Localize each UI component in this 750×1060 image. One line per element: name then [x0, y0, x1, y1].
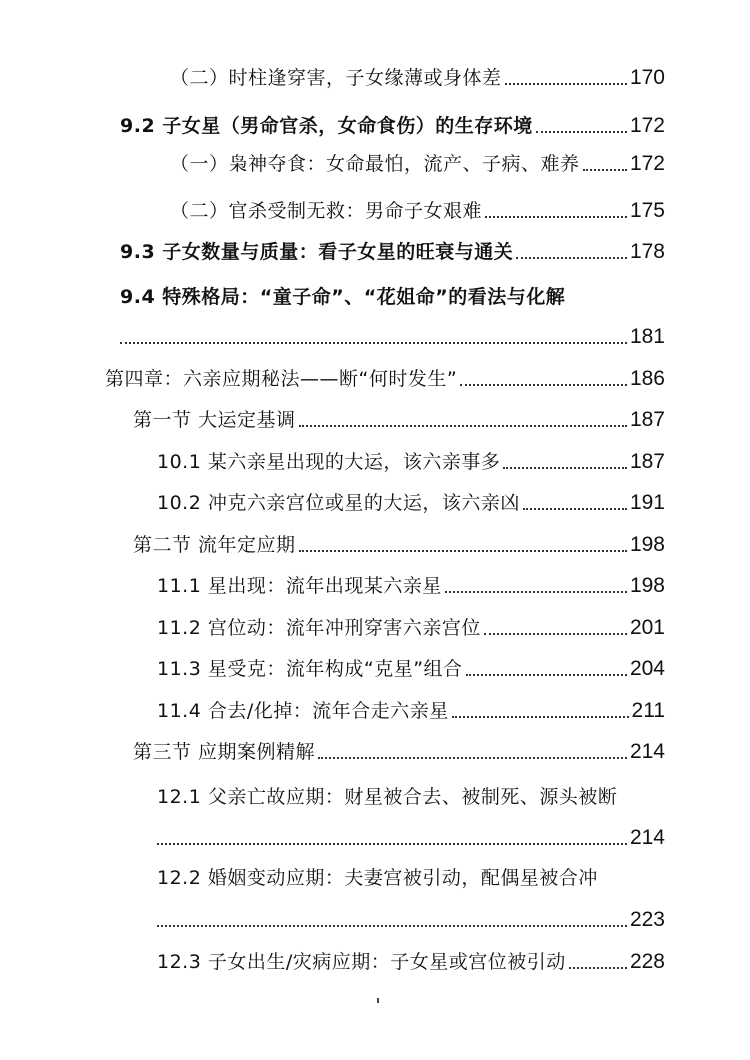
entry-text: 12.1 父亲亡故应期：财星被合去、被制死、源头被断	[157, 786, 618, 808]
toc-section	[133, 533, 665, 557]
toc-entry	[157, 450, 665, 474]
page-number: 191	[629, 491, 665, 514]
entry-text: （二）时柱逢穿害，子女缘薄或身体差	[170, 67, 502, 89]
dot-leader	[466, 674, 627, 676]
toc-entry	[157, 785, 665, 809]
dot-leader	[120, 342, 627, 344]
toc-entry	[157, 616, 665, 640]
entry-text: （一）枭神夺食：女命最怕，流产、子病、难养	[170, 153, 580, 175]
toc-entry	[170, 199, 665, 223]
dot-leader	[318, 757, 627, 759]
page-number: 178	[629, 240, 665, 263]
toc-entry	[157, 866, 665, 890]
entry-text: 11.4 合去/化掉：流年合走六亲星	[157, 700, 449, 722]
toc-entry	[170, 152, 665, 176]
toc-entry	[120, 114, 665, 138]
entry-text: 11.1 星出现：流年出现某六亲星	[157, 575, 442, 597]
page-number: 228	[629, 950, 665, 973]
page-number: 187	[629, 450, 665, 473]
entry-text: 12.2 婚姻变动应期：夫妻宫被引动，配偶星被合冲	[157, 867, 598, 889]
page-number: 198	[629, 533, 665, 556]
page-number: 170	[629, 66, 665, 89]
entry-text: 9.2 子女星（男命官杀，女命食伤）的生存环境	[120, 115, 533, 137]
page-number: 211	[631, 699, 665, 722]
entry-text: 9.3 子女数量与质量：看子女星的旺衰与通关	[120, 241, 514, 263]
dot-leader	[505, 83, 627, 85]
toc-entry	[157, 491, 665, 515]
dot-leader	[452, 716, 629, 718]
page-number: 181	[629, 325, 665, 348]
toc-entry	[120, 285, 665, 309]
page-number: 187	[629, 408, 665, 431]
toc-chapter	[105, 367, 665, 391]
dot-leader	[485, 216, 627, 218]
page-number: 223	[629, 908, 665, 931]
entry-text: 12.3 子女出生/灾病应期：子女星或宫位被引动	[157, 951, 566, 973]
entry-text: 11.3 星受克：流年构成“克星”组合	[157, 658, 463, 680]
dot-leader	[484, 633, 627, 635]
dot-leader	[299, 550, 627, 552]
toc-entry	[157, 950, 665, 974]
toc-entry	[157, 657, 665, 681]
page-number: 214	[629, 740, 665, 763]
page-number: 214	[629, 826, 665, 849]
entry-text: 10.1 某六亲星出现的大运，该六亲事多	[157, 451, 501, 473]
scan-mark	[377, 998, 379, 1003]
dot-leader	[445, 591, 627, 593]
entry-text: 10.2 冲克六亲宫位或星的大运，该六亲凶	[157, 492, 520, 514]
page-number: 201	[629, 616, 665, 639]
toc-entry-continued	[157, 826, 665, 850]
page-number: 172	[629, 114, 665, 137]
dot-leader	[299, 425, 627, 427]
dot-leader	[460, 384, 627, 386]
toc-section	[133, 740, 665, 764]
page-number: 198	[629, 574, 665, 597]
toc-entry	[170, 66, 665, 90]
toc-entry-continued	[157, 908, 665, 932]
page-number: 172	[629, 152, 665, 175]
toc-entry-continued	[120, 325, 665, 349]
toc-entry	[120, 240, 665, 264]
entry-text: 第四章：六亲应期秘法——断“何时发生”	[105, 368, 458, 390]
dot-leader	[516, 257, 627, 259]
entry-text: （二）官杀受制无救：男命子女艰难	[170, 200, 483, 222]
page-number: 175	[629, 199, 665, 222]
dot-leader	[523, 508, 627, 510]
dot-leader	[503, 467, 627, 469]
dot-leader	[569, 967, 627, 969]
page-number: 204	[629, 657, 665, 680]
dot-leader	[583, 169, 627, 171]
dot-leader	[157, 925, 627, 927]
toc-entry	[157, 574, 665, 598]
toc-section	[133, 408, 665, 432]
entry-text: 第一节 大运定基调	[133, 409, 296, 431]
entry-text: 第二节 流年定应期	[133, 534, 296, 556]
toc-entry	[157, 699, 665, 723]
page-number: 186	[629, 367, 665, 390]
entry-text: 11.2 宫位动：流年冲刑穿害六亲宫位	[157, 617, 481, 639]
dot-leader	[536, 131, 627, 133]
entry-text: 9.4 特殊格局：“童子命”、“花姐命”的看法与化解	[120, 286, 566, 308]
dot-leader	[157, 843, 627, 845]
entry-text: 第三节 应期案例精解	[133, 741, 316, 763]
